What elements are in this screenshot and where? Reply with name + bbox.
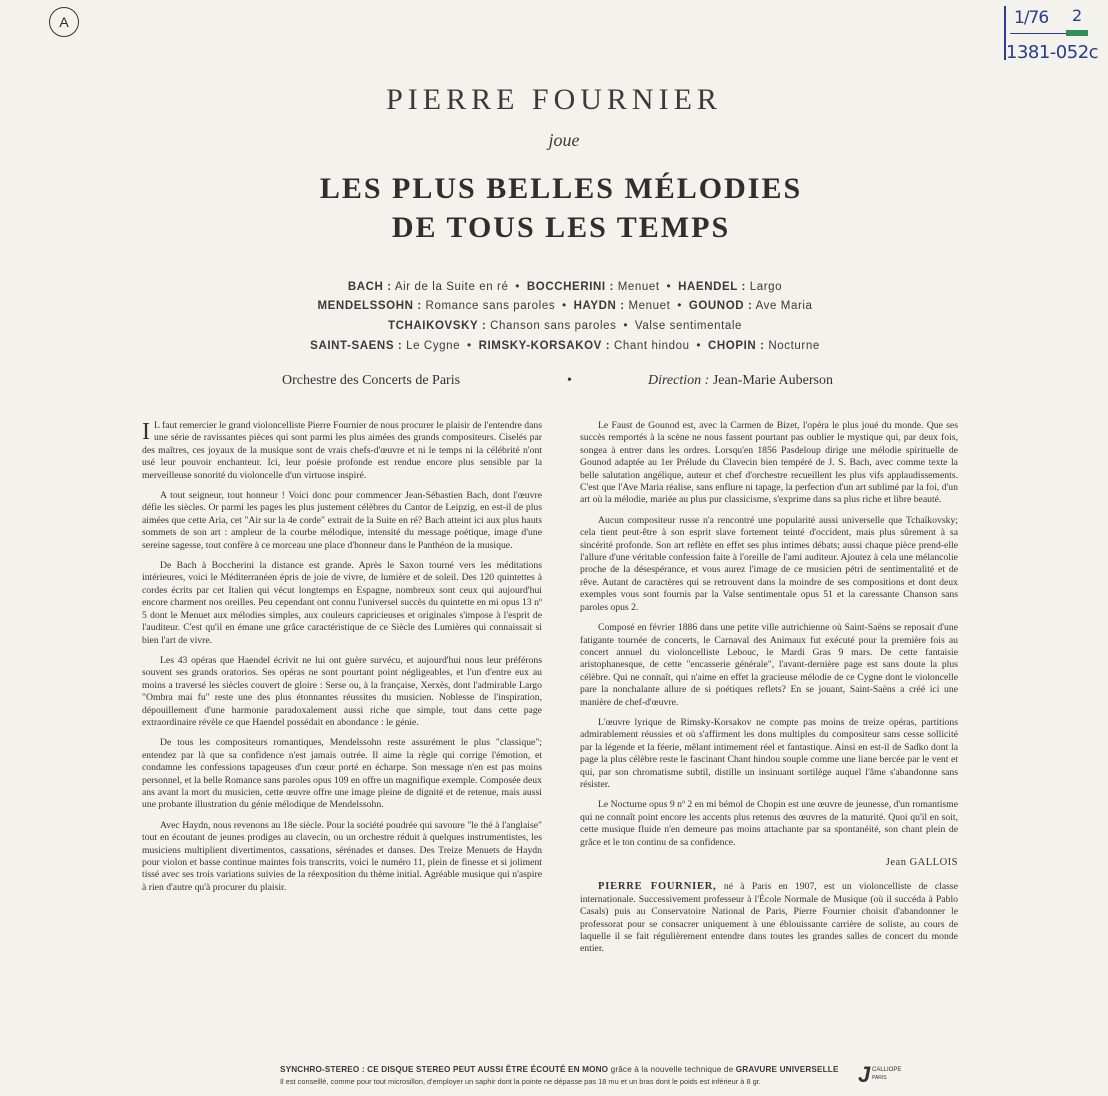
composer-bach: BACH : xyxy=(347,281,392,293)
work-haendel: Largo xyxy=(749,281,783,293)
program-line-4 xyxy=(255,338,875,352)
liner-paragraph: Composé en février 1886 dans une petite ville autrichienne où Saint-Saëns se reposait d'une fatigante tournée de concerts, le Carnaval des Animaux fut exécuté pour la première fois au concert annuel du violoncelliste Lebouc, le Mardi Gras 9 mars. De cette fantaisie aristophanesque, de cette "encasserie générale", l'avant-dernière page est sans doute la plus célèbre. Qui ne connaît, qui n'aime en effet la gracieuse mélodie de ce Cygne dont le violoncelle pare la nonchalante allure de si poétiques reflets? En se jouant, Saint-Saëns a créé ici une manière de chef-d'œuvre. xyxy=(580,622,958,708)
technical-footer xyxy=(280,1065,840,1086)
composer-chopin: CHOPIN : xyxy=(708,340,765,352)
composer-boccherini: BOCCHERINI : xyxy=(526,281,614,293)
handwriting-underline xyxy=(1010,33,1074,34)
composer-haendel: HAENDEL : xyxy=(678,281,746,293)
work-rimsky-korsakov: Chant hindou xyxy=(613,340,690,352)
performer-biography xyxy=(580,881,958,955)
logo-mark: J xyxy=(858,1062,871,1087)
direction-label: Direction : xyxy=(648,373,710,388)
separator-dot: • xyxy=(696,338,702,352)
liner-paragraph: Avec Haydn, nous revenons au 18e siècle. Pour la société poudrée qui savoure "le thé à l'anglaise" tout en écoutant de jeunes prodiges au clavecin, ou un orchestre réduit à quelques instrumentistes, les musiciens multiplient divertimentos, cassations, sérénades et danses. Des Treize Menuets de Haydn pour violon et basse continue maintes fois transcrits, voici le numéro 11, plein de finesse et si joliment tissé avec ses trois variations suivies de la réexposition du thème initial. Agréable musique qui n'aspire à rien d'autre qu'à procurer du plaisir. xyxy=(142,819,542,893)
program-line-2 xyxy=(255,298,875,312)
composer-gounod: GOUNOD : xyxy=(688,300,753,312)
work-haydn: Menuet xyxy=(628,300,671,312)
artist-name: PIERRE FOURNIER xyxy=(386,83,722,116)
stereo-notice-rest: grâce à la nouvelle technique de xyxy=(610,1065,734,1074)
logo-city: PARIS xyxy=(872,1075,887,1081)
bio-name: PIERRE FOURNIER, xyxy=(598,881,717,893)
separator-dot: • xyxy=(466,338,472,352)
work-mendelssohn: Romance sans paroles xyxy=(425,300,556,312)
handwriting-line-1: 1/76 xyxy=(1014,8,1049,28)
composer-tchaikovsky: TCHAIKOVSKY : xyxy=(387,320,487,332)
bio-text: né à Paris en 1907, est un violoncelliste de classe internationale. Successivement professeur à l'École Normale de Musique (où il succéda à Pablo Casals) puis au Conservatoire National de Paris, Pierre Fournier choisit d'abandonner le professorat pour se consacrer uniquement à une éblouissante carrière de soliste, au cours de laquelle il se fait régulièrement entendre dans toutes les grandes salles de concert du monde entier. xyxy=(580,881,958,955)
author-signature: Jean GALLOIS xyxy=(885,857,958,868)
conductor-credit xyxy=(648,373,833,389)
liner-paragraph: De Bach à Boccherini la distance est grande. Après le Saxon tourné vers les méditations intérieures, voici le Méditerranéen épris de joie de vivre, de lumière et de soleil. Des 120 quintettes à cordes écrits par cet Italien qui vécut longtemps en Espagne, nombreux sont ceux qui aujourd'hui encore charment nos oreilles. Peu cependant ont connu l'universel succès du quintette en mi opus 13 nº 5 dont le Menuet aux mélodies simples, aux couleurs capricieuses et originales s'impose à l'esprit de l'auditeur. C'est qu'il en émane une grâce caractéristique de ce Siècle des Lumières qui connaissait si bien l'art de vivre. xyxy=(142,560,542,646)
conductor-name: Jean-Marie Auberson xyxy=(712,373,833,388)
album-title-line-2: DE TOUS LES TEMPS xyxy=(391,211,731,244)
work-saint-saens: Le Cygne xyxy=(406,340,461,352)
side-a-marker: A xyxy=(49,7,79,37)
work-bach: Air de la Suite en ré xyxy=(394,281,509,293)
paragraph-text: L faut remercier le grand violoncelliste Pierre Fournier de nous procurer le plaisir de l'entendre dans une série de ravissantes pièces qui sont parmi les plus aimées des grands compositeurs. Ciselés par des maîtres, ces joyaux de la musique sont de vrais chefs-d'œuvre et ni le temps ni la célébrité n'ont usé leur pouvoir enchanteur. Ici, leur poésie profonde est rendue encore plus sensible par la merveilleuse sonorité du violoncelle d'un virtuose inspiré. xyxy=(142,420,542,481)
work-tchaikovsky-2: Valse sentimentale xyxy=(634,320,743,332)
work-tchaikovsky-1: Chanson sans paroles xyxy=(490,320,617,332)
separator-dot: • xyxy=(623,318,629,332)
liner-paragraph xyxy=(142,420,542,482)
orchestra-name: Orchestre des Concerts de Paris xyxy=(282,373,461,388)
work-chopin: Nocturne xyxy=(768,340,820,352)
liner-paragraph: L'œuvre lyrique de Rimsky-Korsakov ne compte pas moins de treize opéras, partitions admirablement réussies et où s'affirment les dons multiples du compositeur sans cesse sollicité par la légende et la féerie, mêlant intimement réel et fantastique. Ainsi en est-il de Sadko dont la page la plus célèbre reste le fascinant Chant hindou souple comme une liane bercée par le vent et qui, par son chromatisme subtil, distille un insinuant sortilège auquel l'âme s'abandonne sans résister. xyxy=(580,716,958,790)
liner-notes-right-column xyxy=(580,420,958,964)
liner-paragraph: Les 43 opéras que Haendel écrivit ne lui ont guère survécu, et aujourd'hui nous leur préférons souvent ses grands oratorios. Ses opéras ne sont pourtant point négligeables, et l'un d'entre eux au moins a traversé les siècles couvert de gloire : Serse ou, à la française, Xerxès, dont l'admirable Largo "Ombra mai fu" reste une des plus étonnantes réussites du musicien. Noblesse de l'inspiration, dépouillement d'une harmonie paradoxalement aussi riche que simple, tout dans cette page extraordinaire révèle ce que Haendel possédait en abondance : le génie. xyxy=(142,654,542,728)
composer-mendelssohn: MENDELSSOHN : xyxy=(317,300,422,312)
credits-bullet: • xyxy=(567,373,572,388)
separator-dot: • xyxy=(561,298,567,312)
liner-paragraph: Le Nocturne opus 9 nº 2 en mi bémol de Chopin est une œuvre de jeunesse, d'un romantisme qui ne connaît point encore les accents plus retenus des œuvres de la maturité. Quoi qu'il en soit, cette musique fluide n'en demeure pas moins attachante par sa spontanéité, son chant plein de grâce et le ton continu de sa confidence. xyxy=(580,799,958,848)
handwriting-line-2: 2 xyxy=(1072,6,1083,25)
composer-saint-saens: SAINT-SAENS : xyxy=(310,340,403,352)
footer-line-1 xyxy=(280,1065,840,1074)
liner-paragraph: Le Faust de Gounod est, avec la Carmen de Bizet, l'opéra le plus joué du monde. Que ses succès remportés à la scène ne nous fassent pourtant pas oublier le mystique qui, par deux fois, songea à entrer dans les ordres. Lorsqu'en 1856 Pasdeloup dirige une mélodie spirituelle de Gounod adaptée au 1er Prélude du Clavecin bien tempéré de J. S. Bach, avec comme texte la belle salutation angélique, auteur et chef d'orchestre recueillent les plus vifs applaudissements. C'est que l'Ave Maria réalise, sans enflure ni tapage, la perfection d'un art sublimé par la foi, d'un art où la mélodie, mariée au plus pur classicisme, s'exprime dans sa plus riche et libre beauté. xyxy=(580,420,958,506)
record-label-logo xyxy=(850,1062,904,1088)
logo-name: CALLIOPE xyxy=(872,1067,902,1073)
liner-paragraph: Aucun compositeur russe n'a rencontré une popularité aussi universelle que Tchaïkovsky; cela tient peut-être à son esprit slave fortement teinté d'occident, mais plus sûrement à sa sincérité profonde. Son art reflète en effet ses plus intimes débats; aussi chaque pièce prend-elle l'allure d'une véritable confession faite à l'oreille de l'ami auditeur. Ajoutez à cela une mélancolie proche de la désespérance, et vous aurez l'image de ce musicien pétri de sentimentalité et de rêve. Autant de caractères qui se retrouvent dans la moindre de ses compositions et dont deux exemples vous sont fournis par la Valse sentimentale opus 51 et la caressante Chanson sans paroles opus 2. xyxy=(580,514,958,613)
liner-notes-left-column xyxy=(142,420,542,902)
program-line-3 xyxy=(255,318,875,332)
footer-line-2: Il est conseillé, comme pour tout microsillon, d'employer un saphir dont la pointe ne dépasse pas 18 mu et un bras dont le poids est inférieur à 8 gr. xyxy=(280,1077,761,1086)
separator-dot: • xyxy=(515,279,521,293)
gravure-universelle: GRAVURE UNIVERSELLE xyxy=(735,1065,839,1074)
album-title-line-1: LES PLUS BELLES MÉLODIES xyxy=(319,172,803,205)
drop-cap: I xyxy=(142,419,150,445)
joue-text: joue xyxy=(548,130,580,150)
green-sticker xyxy=(1066,30,1088,36)
handwriting-line-3: 1381-052c xyxy=(1006,42,1099,63)
performer-credits xyxy=(282,373,854,393)
stereo-notice: SYNCHRO-STEREO : CE DISQUE STEREO PEUT AUSSI ÊTRE ÉCOUTÉ EN MONO xyxy=(280,1065,609,1074)
liner-paragraph: A tout seigneur, tout honneur ! Voici donc pour commencer Jean-Sébastien Bach, dont l'œuvre défie les siècles. Or parmi les pages les plus justement célèbres du Cantor de Leipzig, en est-il de plus aimées que cette Aria, cet "Air sur la 4e corde" extrait de la Suite en ré? Bach atteint ici aux plus hauts sommets de son art : ampleur de la courbe mélodique, intensité du message poétique, image d'une sereine sagesse, tout confère à ce morceau une place d'honneur dans le Panthéon de la musique. xyxy=(142,490,542,551)
composer-haydn: HAYDN : xyxy=(573,300,625,312)
composer-rimsky-korsakov: RIMSKY-KORSAKOV : xyxy=(478,340,611,352)
work-gounod: Ave Maria xyxy=(755,300,813,312)
program-line-1 xyxy=(255,279,875,293)
work-boccherini: Menuet xyxy=(617,281,660,293)
liner-paragraph: De tous les compositeurs romantiques, Mendelssohn reste assurément le plus "classique"; entendez par là que sa confidence n'est jamais outrée. Il aime la règle qui corrige l'émotion, et condamne les confessions tapageuses d'un cœur porté en écharpe. Son message n'en est pas moins personnel, et la belle Romance sans paroles opus 109 en offre un magnifique exemple. Composée deux ans avant la mort du musicien, cette œuvre offre une image pleine de dignité et de retenue, mais aussi une probante illustration du génie mélodique de Mendelssohn. xyxy=(142,737,542,811)
separator-dot: • xyxy=(677,298,683,312)
separator-dot: • xyxy=(666,279,672,293)
